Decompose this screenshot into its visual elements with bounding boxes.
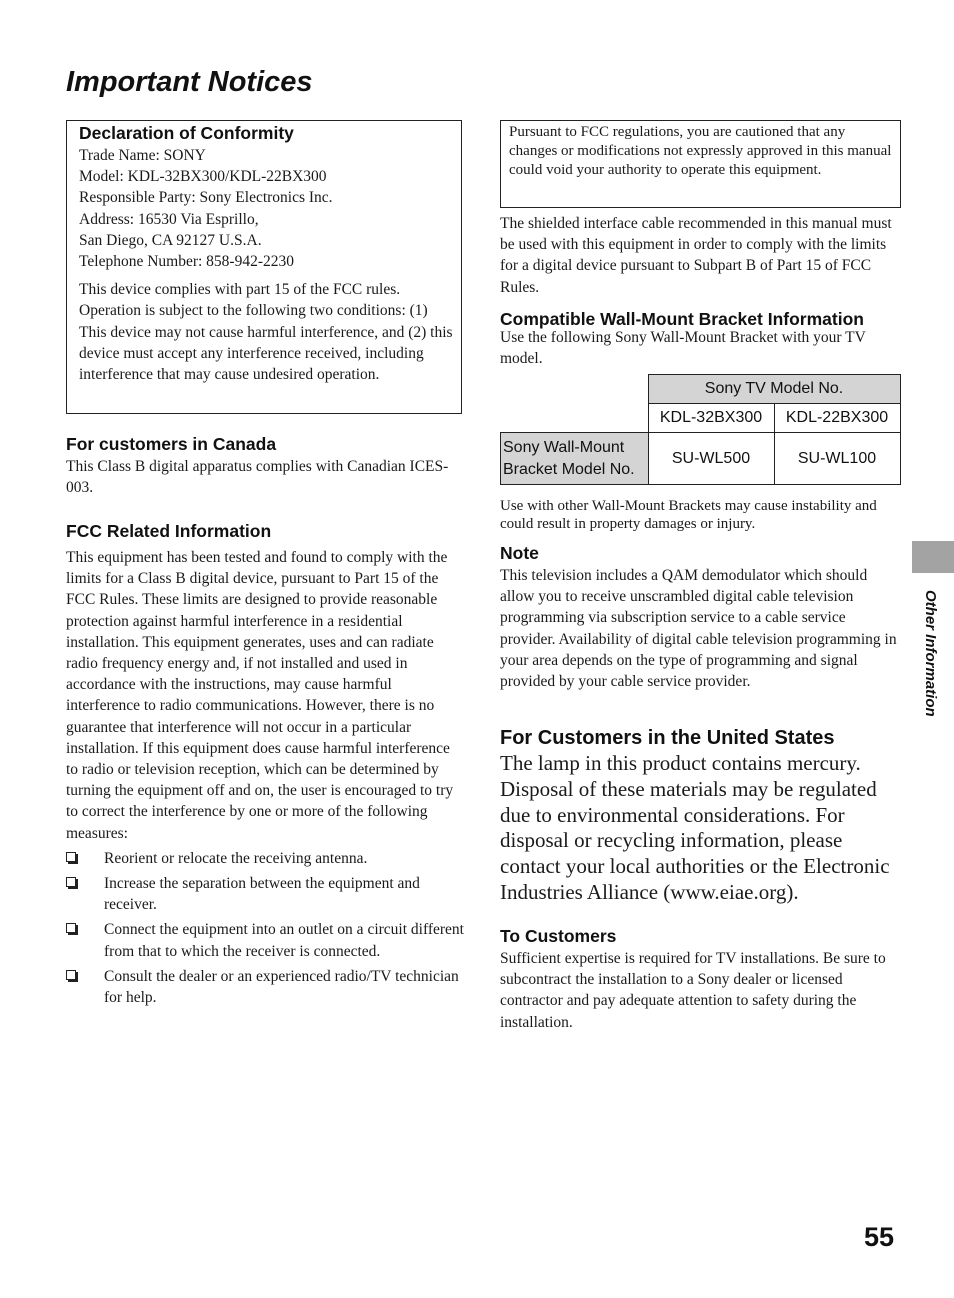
trade-name: Trade Name: SONY <box>79 147 206 164</box>
canada-text: This Class B digital apparatus complies with Canadian ICES-003. <box>66 458 449 497</box>
fcc-section <box>66 521 464 1012</box>
section-tab-marker <box>912 541 954 573</box>
list-item: Reorient or relocate the receiving antenna. <box>66 848 464 869</box>
to-customers-section <box>500 926 902 1033</box>
shielded-cable-text: The shielded interface cable recommended in this manual must be used with this equipment in order to comply with the limits for a digital device pursuant to Subpart B of Part 15 of FCC Rules. <box>500 215 892 296</box>
section-side-label: Other Information <box>922 590 939 717</box>
canada-section <box>66 434 462 498</box>
model-cell: KDL-32BX300 <box>648 404 774 433</box>
caution-box <box>500 120 901 208</box>
checkbox-icon <box>66 970 76 980</box>
page-title: Important Notices <box>66 66 313 98</box>
telephone: Telephone Number: 858-942-2230 <box>79 253 295 271</box>
us-heading: For Customers in the United States <box>500 727 835 749</box>
declaration-box <box>66 120 462 414</box>
address-line-2: San Diego, CA 92127 U.S.A. <box>79 231 262 249</box>
note-heading: Note <box>500 543 539 563</box>
note-text: This television includes a QAM demodulator which should allow you to receive unscrambled digital cable television programming via subscription service to a cable service provider. Availability of digital cable television programming in your area depends on the type of programming and signal provided by your cable service provider. <box>500 567 897 691</box>
list-item: Connect the equipment into an outlet on a circuit different from that to which the receiver is connected. <box>66 919 464 961</box>
note-section <box>500 543 902 692</box>
declaration-heading: Declaration of Conformity <box>79 123 294 143</box>
declaration-details <box>79 145 454 272</box>
bracket-heading: Compatible Wall-Mount Bracket Information <box>500 309 864 329</box>
bracket-cell: SU-WL500 <box>648 433 774 485</box>
checkbox-icon <box>66 923 76 933</box>
compliance-text: This device complies with part 15 of the FCC rules. Operation is subject to the following two conditions: (1) This device may not cause harmful interference, and (2) this device must accept any interference received, including interference that may cause undesired operation. <box>79 281 453 384</box>
fcc-heading: FCC Related Information <box>66 521 272 541</box>
tv-model-header: Sony TV Model No. <box>648 375 900 404</box>
bracket-cell: SU-WL100 <box>774 433 900 485</box>
model: Model: KDL-32BX300/KDL-22BX300 <box>79 168 327 186</box>
canada-heading: For customers in Canada <box>66 434 277 454</box>
address-line-1: Address: 16530 Via Esprillo, <box>79 210 259 228</box>
us-section <box>500 727 902 906</box>
list-item: Consult the dealer or an experienced radio/TV technician for help. <box>66 966 464 1008</box>
checkbox-icon <box>66 852 76 862</box>
to-customers-heading: To Customers <box>500 926 617 946</box>
caution-text: Pursuant to FCC regulations, you are cautioned that any changes or modifications not expressly approved in this manual could void your authority to operate this equipment. <box>509 124 892 178</box>
model-cell: KDL-22BX300 <box>774 404 900 433</box>
bracket-intro: Use the following Sony Wall-Mount Bracket with your TV model. <box>500 329 866 368</box>
list-item: Increase the separation between the equipment and receiver. <box>66 873 464 915</box>
bracket-section <box>500 309 902 369</box>
us-text: The lamp in this product contains mercury. Disposal of these materials may be regulated due to environmental considerations. For disposal or recycling information, please contact your local authorities or the Electronic Industries Alliance (www.eiae.org). <box>500 751 890 904</box>
bracket-table <box>500 374 901 485</box>
page-number: 55 <box>864 1222 895 1252</box>
measures-list <box>66 848 464 1008</box>
bracket-row-label: Sony Wall-Mount Bracket Model No. <box>501 433 649 485</box>
fcc-text: This equipment has been tested and found to comply with the limits for a Class B digital device, pursuant to Part 15 of the FCC Rules. These limits are designed to provide reasonable protection against harmful interference in a residential installation. This equipment generates, uses and can radiate radio frequency energy and, if not installed and used in accordance with the instructions, may cause harmful interference to radio communications. However, there is no guarantee that interference will not occur in a particular installation. If this equipment does cause harmful interference to radio or television reception, which can be determined by turning the equipment off and on, the user is encouraged to try to correct the interference by one or more of the following measures: <box>66 549 454 842</box>
bracket-warning: Use with other Wall-Mount Brackets may cause instability and could result in property damages or injury. <box>500 498 877 532</box>
responsible-party: Responsible Party: Sony Electronics Inc. <box>79 189 333 207</box>
to-customers-text: Sufficient expertise is required for TV installations. Be sure to subcontract the installation to a Sony dealer or licensed contractor and pay adequate attention to safety during the installation. <box>500 950 886 1031</box>
checkbox-icon <box>66 877 76 887</box>
